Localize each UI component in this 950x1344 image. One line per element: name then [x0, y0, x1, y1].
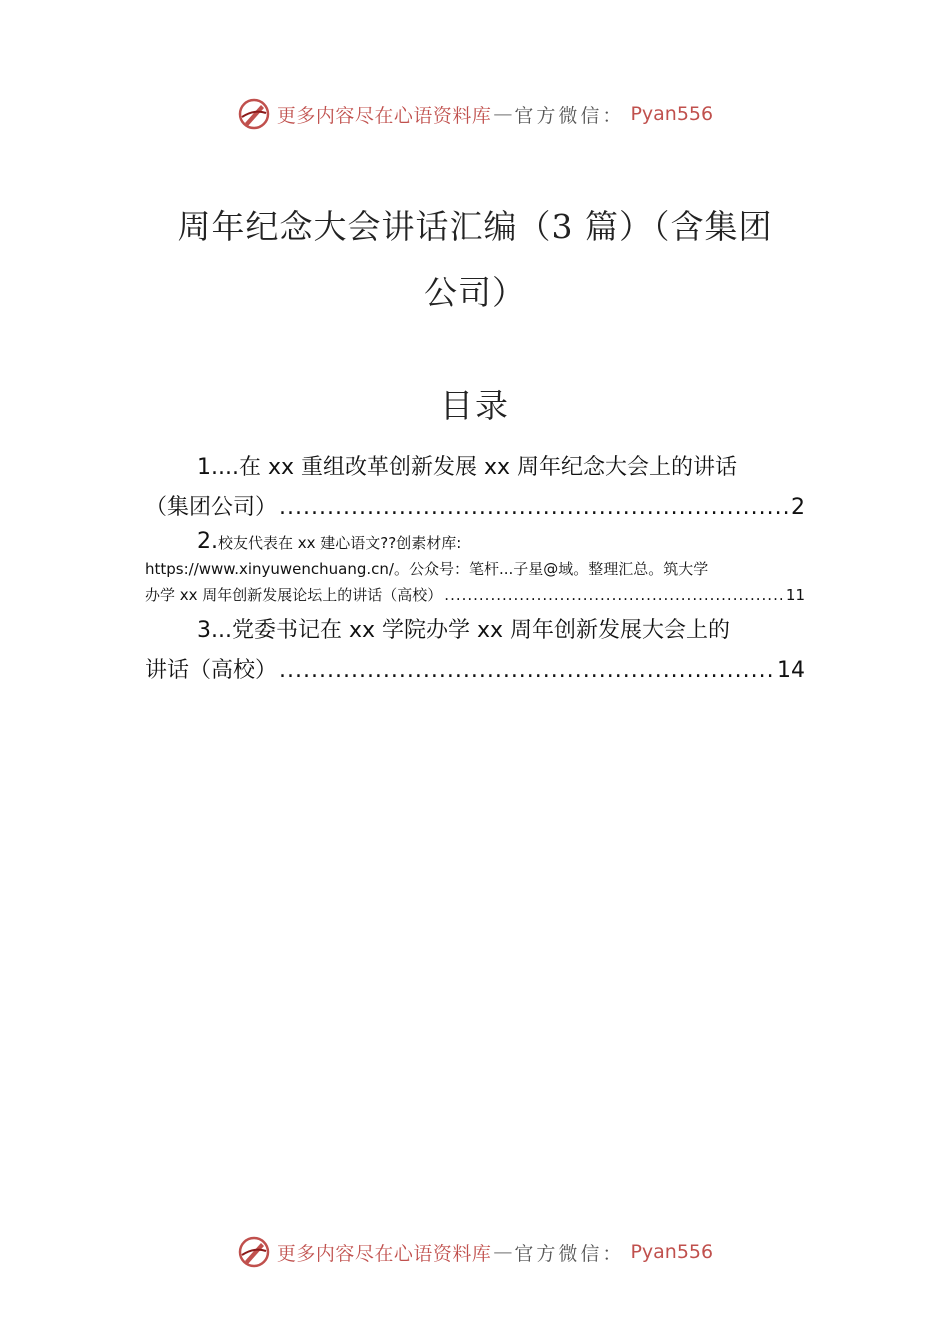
banner-wechat-id: Pyan556: [630, 103, 714, 125]
footer-watermark-banner: [0, 1232, 950, 1272]
banner-text: 更多内容尽在心语资料库: [276, 1242, 492, 1265]
banner-dash: —: [493, 103, 513, 125]
toc-entry-3-page: 14: [777, 658, 805, 683]
toc-entry-3-line-2: 讲话（高校）: [145, 658, 278, 683]
toc-entry-3-line-1: 3...党委书记在 xx 学院办学 xx 周年创新发展大会上的: [197, 618, 731, 643]
toc-heading: 目录: [440, 386, 510, 425]
banner-wechat-id: Pyan556: [630, 1241, 714, 1263]
toc-entry-2-line-3: 办学 xx 周年创新发展论坛上的讲话（高校）: [145, 586, 443, 604]
toc-entry-1-line-2: （集团公司）: [145, 495, 278, 520]
toc-leader-dots: [279, 651, 775, 691]
toc-leader-dots: [444, 582, 784, 608]
toc-entry-3[interactable]: [145, 611, 805, 691]
banner-wechat-label: 官方微信：: [514, 1242, 625, 1265]
pen-logo-icon: [237, 97, 271, 131]
pen-logo-icon: [237, 1235, 271, 1269]
toc-entry-2-line-1: 校友代表在 xx 建心语文??创素材库:: [218, 534, 462, 552]
banner-wechat-label: 官方微信：: [514, 104, 625, 127]
toc-entry-2-number: 2.: [197, 529, 218, 554]
banner-text: 更多内容尽在心语资料库: [276, 104, 492, 127]
toc-entry-2-page: 11: [785, 586, 805, 604]
toc-entry-1-line-1: 1....在 xx 重组改革创新发展 xx 周年纪念大会上的讲话: [197, 455, 738, 480]
title-line-1: 周年纪念大会讲话汇编（3 篇）（含集团: [177, 207, 773, 246]
toc-entry-1[interactable]: [145, 448, 805, 528]
toc-entry-2-line-2: https://www.xinyuwenchuang.cn/。公众号：笔杆...子星@域。整理汇总。筑大学: [145, 560, 709, 578]
document-title: [145, 194, 805, 326]
toc-leader-dots: [279, 488, 789, 528]
toc-entry-2[interactable]: [145, 529, 805, 608]
title-line-2: 公司）: [424, 273, 526, 312]
toc-entry-1-page: 2: [791, 495, 805, 520]
banner-dash: —: [493, 1241, 513, 1263]
header-watermark-banner: [0, 94, 950, 134]
